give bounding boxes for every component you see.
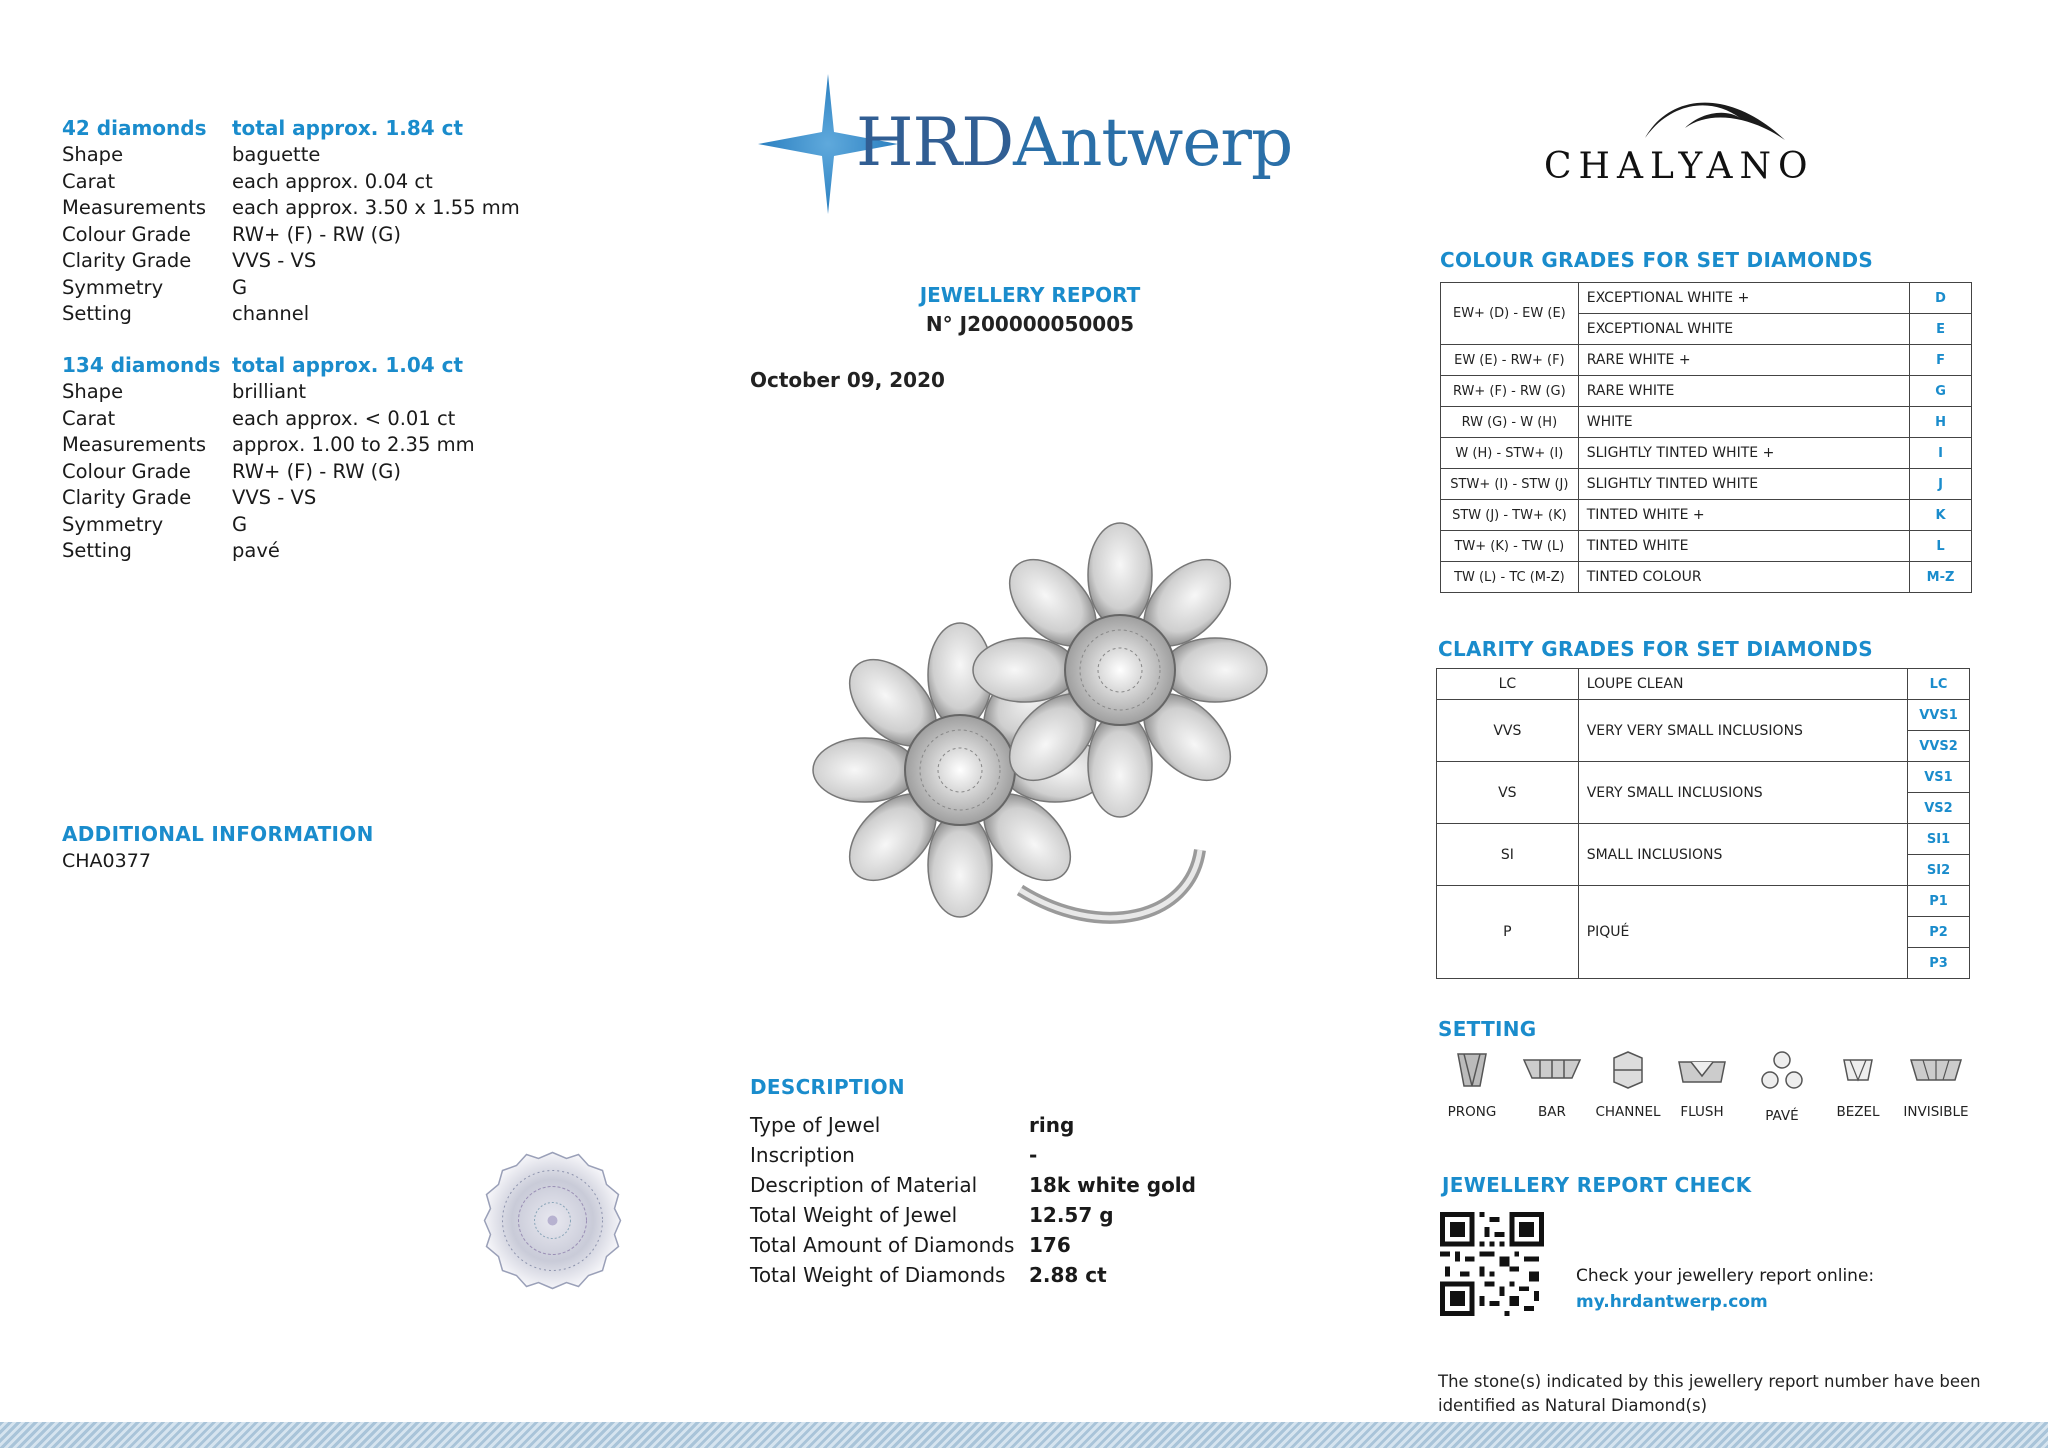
- colour-letter: I: [1910, 438, 1972, 469]
- attr-value: RW+ (F) - RW (G): [232, 222, 402, 246]
- clarity-grade: SI1: [1908, 824, 1970, 855]
- colour-letter: K: [1910, 500, 1972, 531]
- clarity-grade: P3: [1908, 948, 1970, 979]
- setting-label: FLUSH: [1680, 1104, 1724, 1120]
- description-label: Total Weight of Jewel: [750, 1203, 958, 1227]
- setting-label: CHANNEL: [1595, 1104, 1661, 1120]
- description-label: Total Weight of Diamonds: [750, 1263, 1006, 1287]
- hrd-antwerp-wordmark: [856, 104, 1292, 181]
- setting-bezel: [1818, 1050, 1898, 1120]
- clarity-grade: SI2: [1908, 855, 1970, 886]
- setting-pave: [1742, 1050, 1822, 1124]
- colour-range: RW+ (F) - RW (G): [1441, 376, 1579, 407]
- colour-name: RARE WHITE: [1578, 376, 1909, 407]
- attr-label: Symmetry: [62, 512, 164, 536]
- attr-value: pavé: [232, 539, 280, 563]
- colour-name: WHITE: [1578, 407, 1909, 438]
- report-check-link[interactable]: my.hrdantwerp.com: [1576, 1292, 1768, 1312]
- group-total: total approx. 1.84 ct: [232, 116, 464, 141]
- clarity-code: SI: [1437, 824, 1579, 886]
- hologram-seal-icon: [480, 1148, 625, 1293]
- group-total: total approx. 1.04 ct: [232, 353, 464, 378]
- colour-name: EXCEPTIONAL WHITE +: [1578, 283, 1909, 314]
- setting-label: BAR: [1538, 1104, 1566, 1120]
- notice-line-2: identified as Natural Diamond(s): [1438, 1396, 1708, 1415]
- colour-letter: G: [1910, 376, 1972, 407]
- colour-letter: L: [1910, 531, 1972, 562]
- notice-line-1: The stone(s) indicated by this jewellery report number have been: [1438, 1372, 1981, 1391]
- attr-label: Colour Grade: [62, 222, 191, 246]
- clarity-name: VERY SMALL INCLUSIONS: [1578, 762, 1907, 824]
- clarity-code: LC: [1437, 669, 1579, 700]
- ring-photo: [800, 520, 1300, 960]
- description-value: 176: [1029, 1233, 1071, 1257]
- attr-label: Carat: [62, 169, 116, 193]
- chalyano-swoosh-icon: [1640, 88, 1790, 143]
- clarity-name: SMALL INCLUSIONS: [1578, 824, 1907, 886]
- setting-label: INVISIBLE: [1903, 1104, 1969, 1120]
- description-row: [750, 1110, 1350, 1140]
- attr-label: Carat: [62, 406, 116, 430]
- report-check-text: Check your jewellery report online:: [1576, 1266, 1875, 1286]
- attr-value: channel: [232, 302, 310, 326]
- setting-label: PAVÉ: [1765, 1108, 1799, 1124]
- colour-range: TW+ (K) - TW (L): [1441, 531, 1579, 562]
- additional-info-value: CHA0377: [62, 850, 151, 872]
- attr-value: brilliant: [232, 380, 307, 404]
- attr-label: Clarity Grade: [62, 249, 192, 273]
- hrd-antwerp-logo: [758, 74, 1318, 214]
- colour-name: EXCEPTIONAL WHITE: [1578, 314, 1909, 345]
- report-number: N° J200000050005: [925, 312, 1135, 336]
- attr-value: G: [232, 275, 248, 299]
- additional-info-title: ADDITIONAL INFORMATION: [62, 822, 374, 846]
- description-label: Description of Material: [750, 1173, 978, 1197]
- description-label: Type of Jewel: [750, 1113, 881, 1137]
- description-label: Inscription: [750, 1143, 855, 1167]
- bar-setting-icon: [1522, 1050, 1582, 1090]
- natural-diamond-notice: [1438, 1370, 1981, 1418]
- description-row: [750, 1260, 1350, 1290]
- description-value: 12.57 g: [1029, 1203, 1114, 1227]
- attr-value: VVS - VS: [232, 486, 317, 510]
- attr-value: each approx. 0.04 ct: [232, 169, 433, 193]
- clarity-code: P: [1437, 886, 1579, 979]
- report-check-title: JEWELLERY REPORT CHECK: [1442, 1173, 1752, 1197]
- setting-label: PRONG: [1447, 1104, 1497, 1120]
- setting-label: BEZEL: [1836, 1104, 1880, 1120]
- antwerp-wordmark-part: Antwerp: [1013, 104, 1293, 181]
- security-pattern-band: [0, 1422, 2048, 1448]
- setting-prong: [1432, 1050, 1512, 1120]
- clarity-grade: LC: [1908, 669, 1970, 700]
- clarity-grades-table: [1436, 668, 1970, 979]
- colour-name: SLIGHTLY TINTED WHITE: [1578, 469, 1909, 500]
- description-value: ring: [1029, 1113, 1075, 1137]
- attr-value: baguette: [232, 143, 321, 167]
- qr-code-icon[interactable]: [1440, 1212, 1544, 1316]
- attr-label: Measurements: [62, 196, 207, 220]
- colour-letter: D: [1910, 283, 1972, 314]
- description-row: [750, 1230, 1350, 1260]
- clarity-grade: VS1: [1908, 762, 1970, 793]
- colour-letter: F: [1910, 345, 1972, 376]
- colour-range: EW (E) - RW+ (F): [1441, 345, 1579, 376]
- attr-value: each approx. 3.50 x 1.55 mm: [232, 196, 520, 220]
- invisible-setting-icon: [1909, 1050, 1963, 1090]
- description-value: 18k white gold: [1029, 1173, 1196, 1197]
- group-header: [62, 352, 562, 379]
- colour-range: STW (J) - TW+ (K): [1441, 500, 1579, 531]
- description-list: [750, 1110, 1350, 1290]
- diamond-group-baguette: [62, 115, 562, 327]
- report-title: JEWELLERY REPORT: [919, 283, 1141, 307]
- diamond-group-brilliant: [62, 352, 562, 564]
- clarity-name: LOUPE CLEAN: [1578, 669, 1907, 700]
- colour-range: W (H) - STW+ (I): [1441, 438, 1579, 469]
- attr-value: approx. 1.00 to 2.35 mm: [232, 433, 475, 457]
- attr-label: Measurements: [62, 433, 207, 457]
- colour-name: RARE WHITE +: [1578, 345, 1909, 376]
- description-title: DESCRIPTION: [750, 1075, 905, 1099]
- description-row: [750, 1170, 1350, 1200]
- colour-grades-table: [1440, 282, 1972, 593]
- clarity-grade: VVS2: [1908, 731, 1970, 762]
- colour-letter: H: [1910, 407, 1972, 438]
- clarity-grade: P1: [1908, 886, 1970, 917]
- description-label: Total Amount of Diamonds: [750, 1233, 1015, 1257]
- bezel-setting-icon: [1838, 1050, 1878, 1090]
- attr-label: Colour Grade: [62, 459, 191, 483]
- attr-label: Shape: [62, 380, 124, 404]
- clarity-grade: VVS1: [1908, 700, 1970, 731]
- colour-range: RW (G) - W (H): [1441, 407, 1579, 438]
- colour-name: TINTED WHITE +: [1578, 500, 1909, 531]
- setting-bar: [1512, 1050, 1592, 1120]
- clarity-grade: P2: [1908, 917, 1970, 948]
- attr-label: Symmetry: [62, 275, 164, 299]
- clarity-code: VS: [1437, 762, 1579, 824]
- hrd-wordmark-part: HRD: [856, 104, 1014, 181]
- description-value: 2.88 ct: [1029, 1263, 1107, 1287]
- channel-setting-icon: [1608, 1050, 1648, 1090]
- colour-name: SLIGHTLY TINTED WHITE +: [1578, 438, 1909, 469]
- chalyano-wordmark: CHALYANO: [1544, 146, 1815, 187]
- attr-label: Clarity Grade: [62, 486, 192, 510]
- group-header: [62, 115, 562, 142]
- flush-setting-icon: [1677, 1050, 1727, 1090]
- colour-name: TINTED WHITE: [1578, 531, 1909, 562]
- clarity-grades-title: CLARITY GRADES FOR SET DIAMONDS: [1438, 637, 1873, 661]
- attr-value: VVS - VS: [232, 249, 317, 273]
- description-row: [750, 1140, 1350, 1170]
- attr-label: Shape: [62, 143, 124, 167]
- description-row: [750, 1200, 1350, 1230]
- attr-label: Setting: [62, 539, 132, 563]
- colour-range: TW (L) - TC (M-Z): [1441, 562, 1579, 593]
- clarity-name: PIQUÉ: [1578, 886, 1907, 979]
- setting-title: SETTING: [1438, 1017, 1537, 1041]
- setting-channel: [1588, 1050, 1668, 1120]
- colour-range: EW+ (D) - EW (E): [1441, 283, 1579, 345]
- clarity-grade: VS2: [1908, 793, 1970, 824]
- clarity-code: VVS: [1437, 700, 1579, 762]
- colour-letter: M-Z: [1910, 562, 1972, 593]
- colour-grades-title: COLOUR GRADES FOR SET DIAMONDS: [1440, 248, 1874, 272]
- chalyano-logo: [1540, 88, 1870, 188]
- colour-letter: J: [1910, 469, 1972, 500]
- description-value: -: [1029, 1143, 1038, 1167]
- setting-invisible: [1896, 1050, 1976, 1120]
- attr-value: RW+ (F) - RW (G): [232, 459, 402, 483]
- group-count: 134 diamonds: [62, 353, 221, 378]
- attr-label: Setting: [62, 302, 132, 326]
- colour-letter: E: [1910, 314, 1972, 345]
- attr-value: G: [232, 512, 248, 536]
- prong-setting-icon: [1450, 1050, 1494, 1090]
- colour-name: TINTED COLOUR: [1578, 562, 1909, 593]
- colour-range: STW+ (I) - STW (J): [1441, 469, 1579, 500]
- setting-flush: [1662, 1050, 1742, 1120]
- clarity-name: VERY VERY SMALL INCLUSIONS: [1578, 700, 1907, 762]
- report-date: October 09, 2020: [750, 368, 945, 392]
- pave-setting-icon: [1760, 1050, 1804, 1094]
- group-count: 42 diamonds: [62, 116, 207, 141]
- attr-value: each approx. < 0.01 ct: [232, 406, 456, 430]
